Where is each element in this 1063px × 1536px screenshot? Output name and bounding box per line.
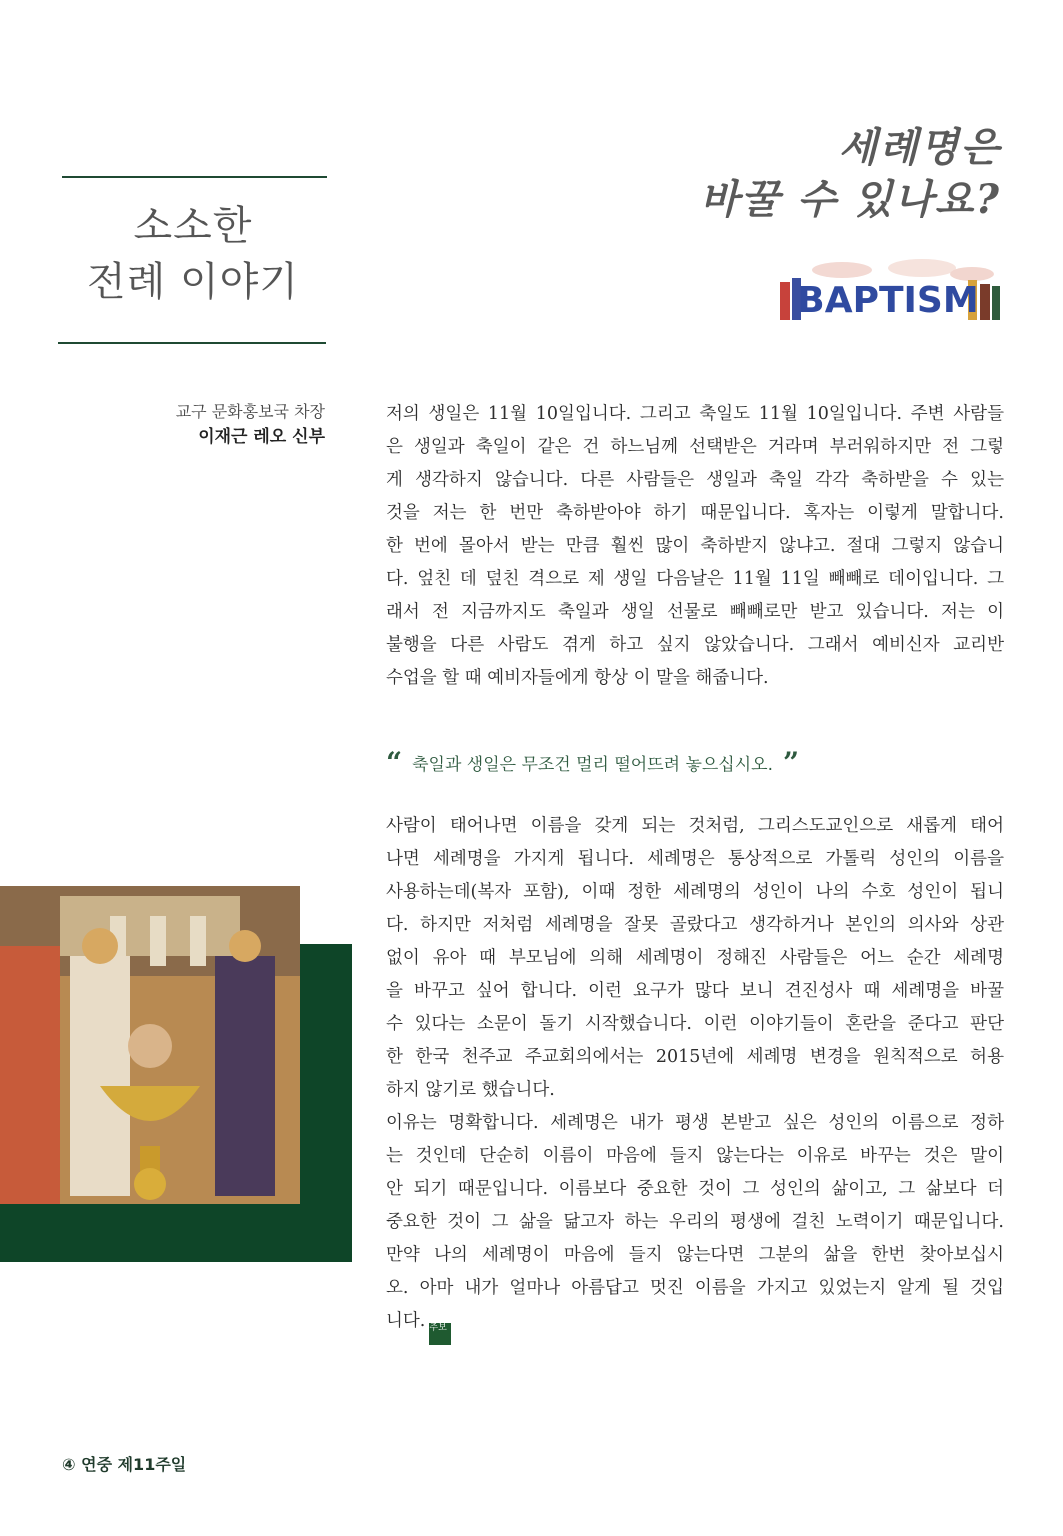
text-line: 사람이 태어나면 이름을 갖게 되는 것처럼, 그리스도교인으로 새롭게 태어 <box>386 816 1004 836</box>
text-line: 없이 유아 때 부모님에 의해 세례명이 정해진 사람들은 어느 순간 세례명 <box>386 948 1004 968</box>
text-line: 이유는 명확합니다. 세례명은 내가 평생 본받고 싶은 성인의 이름으로 정하 <box>386 1113 1004 1133</box>
series-top-rule <box>62 176 327 178</box>
author-role: 교구 문화홍보국 차장 <box>175 402 325 421</box>
quote-open-mark: “ <box>386 745 403 779</box>
series-title <box>62 198 324 310</box>
closing-words: 니다. <box>386 1311 426 1331</box>
byline <box>25 400 325 450</box>
baptism-illustration <box>772 256 1004 322</box>
text-line: 은 생일과 축일이 같은 건 하느님께 선택받은 거라며 부러워하지만 전 그렇 <box>386 437 1004 457</box>
article-title-line1: 세례명은 <box>838 124 1001 171</box>
text-line: 게 생각하지 않습니다. 다른 사람들은 생일과 축일 각각 축하받을 수 있는 <box>386 470 1004 490</box>
text-line: 을 바꾸고 싶어 합니다. 이런 요구가 많다 보니 견진성사 때 세례명을 바꿀 <box>386 981 1004 1001</box>
series-title-line2: 전례 이야기 <box>87 259 299 305</box>
pull-quote <box>386 745 800 779</box>
article-title-line2: 바꿀 수 있나요? <box>699 176 1001 223</box>
text-line <box>386 1305 1004 1345</box>
quote-close-mark: ” <box>782 745 800 779</box>
text-line: 다. 하지만 저처럼 세례명을 잘못 골랐다고 생각하거나 본인의 의사와 상관 <box>386 915 1004 935</box>
paragraph-2 <box>386 810 1004 1345</box>
page-footer: ④ 연중 제11주일 <box>62 1455 187 1474</box>
text-line: 저의 생일은 11월 10일입니다. 그리고 축일도 11월 10일입니다. 주변 사람들 <box>386 404 1004 424</box>
series-bottom-rule <box>58 342 326 344</box>
text-line: 래서 전 지금까지도 축일과 생일 선물로 빼빼로만 받고 있습니다. 저는 이 <box>386 602 1004 622</box>
text-line: 불행을 다른 사람도 겪게 하고 싶지 않았습니다. 그래서 예비신자 교리반 <box>386 635 1004 655</box>
text-line: 만약 나의 세례명이 마음에 들지 않는다면 그분의 삶을 한번 찾아보십시 <box>386 1245 1004 1265</box>
text-line: 오. 아마 내가 얼마나 아름답고 멋진 이름을 가지고 있었는지 알게 될 것입 <box>386 1278 1004 1298</box>
text-line: 하지 않기로 했습니다. <box>386 1080 555 1100</box>
text-line: 는 것인데 단순히 이름이 마음에 들지 않는다는 이유로 바꾸는 것은 말이 <box>386 1146 1004 1166</box>
end-mark-icon: 주보 <box>429 1323 451 1345</box>
text-line: 중요한 것이 그 삶을 닮고자 하는 우리의 평생에 걸친 노력이기 때문입니다. <box>386 1212 1004 1232</box>
baptism-word: BAPTISM <box>797 280 979 321</box>
author-name: 이재근 레오 신부 <box>198 427 325 447</box>
series-title-line1: 소소한 <box>133 203 253 249</box>
quote-text: 축일과 생일은 무조건 멀리 떨어뜨려 놓으십시오. <box>412 755 773 775</box>
text-line: 나면 세례명을 가지게 됩니다. 세례명은 통상적으로 가톨릭 성인의 이름을 <box>386 849 1004 869</box>
text-line: 다. 엎친 데 덮친 격으로 제 생일 다음날은 11월 11일 빼빼로 데이입니다. 그 <box>386 569 1004 589</box>
text-line: 한 한국 천주교 주교회의에서는 2015년에 세례명 변경을 원칙적으로 허용 <box>386 1047 1004 1067</box>
text-line: 한 번에 몰아서 받는 만큼 훨씬 많이 축하받지 않냐고. 절대 그렇지 않습니 <box>386 536 1004 556</box>
baptism-mosaic-image <box>0 886 300 1204</box>
text-line: 수업을 할 때 예비자들에게 항상 이 말을 해줍니다. <box>386 668 769 688</box>
text-line: 사용하는데(복자 포함), 이때 정한 세례명의 성인이 나의 수호 성인이 됩니 <box>386 882 1004 902</box>
paragraph-1 <box>386 398 1004 695</box>
text-line: 것을 저는 한 번만 축하받아야 하기 때문입니다. 혹자는 이렇게 말합니다. <box>386 503 1004 523</box>
article-title <box>700 122 1001 226</box>
text-line: 수 있다는 소문이 돌기 시작했습니다. 이런 이야기들이 혼란을 준다고 판단 <box>386 1014 1004 1034</box>
text-line: 안 되기 때문입니다. 이름보다 중요한 것이 그 성인의 삶이고, 그 삶보다 더 <box>386 1179 1004 1199</box>
